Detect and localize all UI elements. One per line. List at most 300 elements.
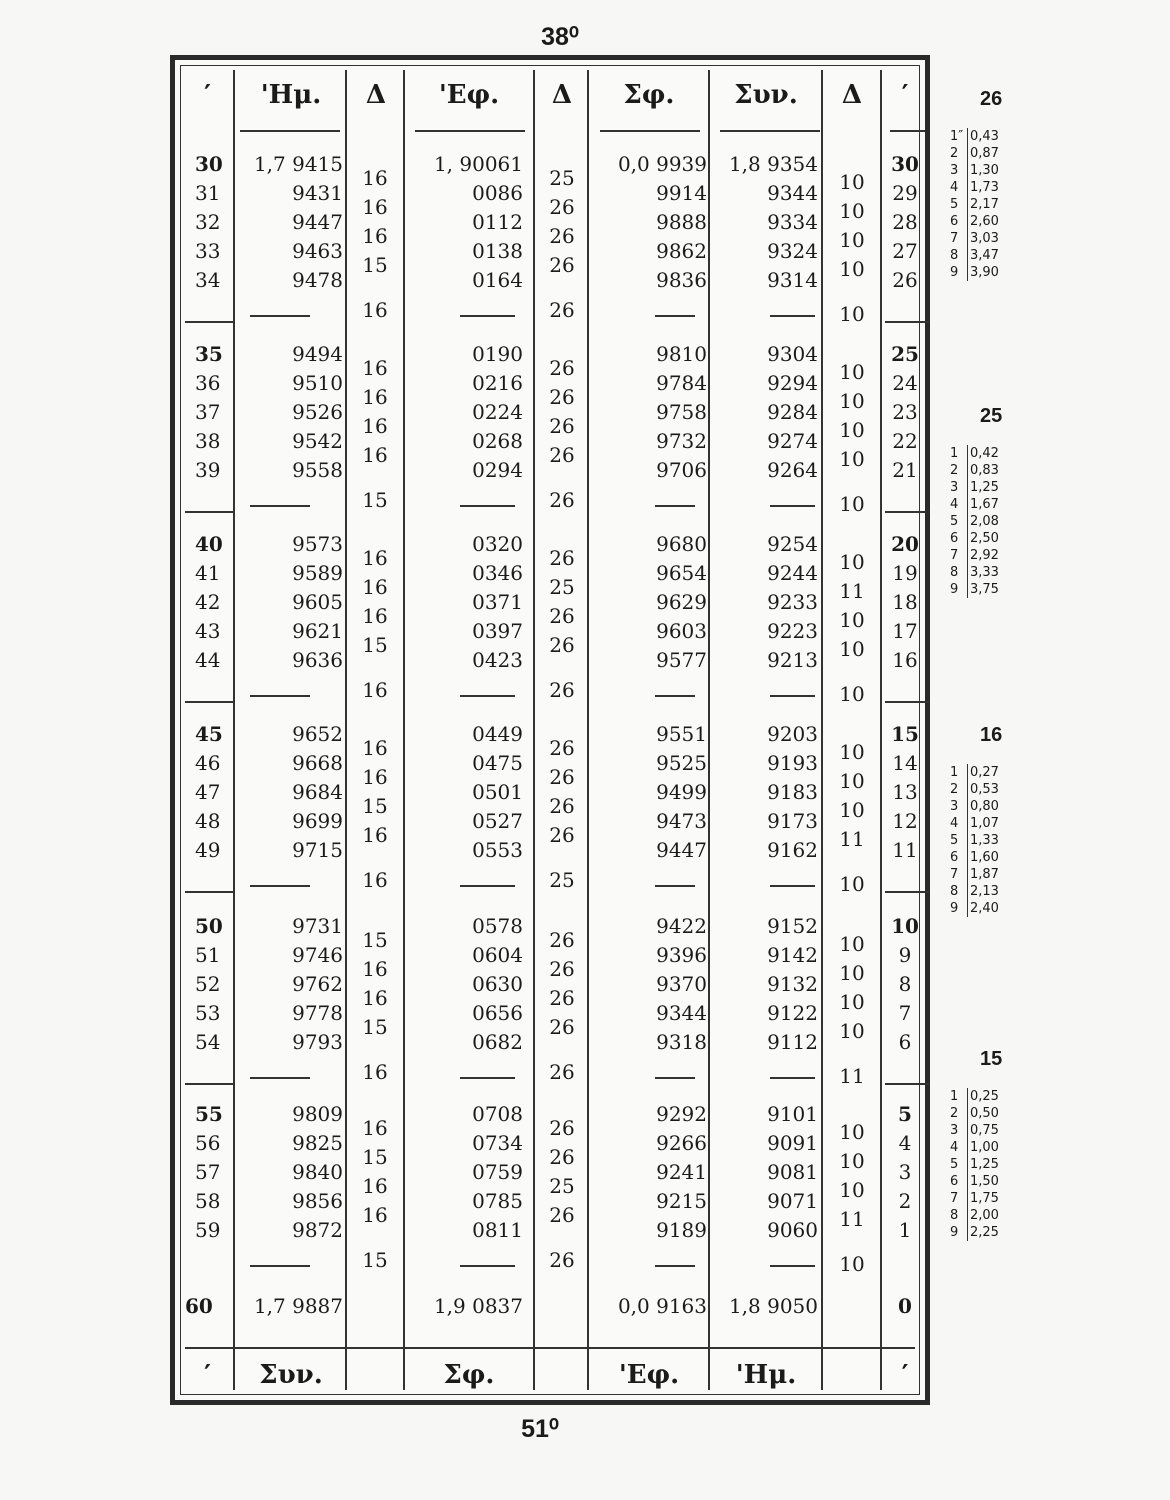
tan-value: 0630 <box>472 972 523 996</box>
tan-value: 0371 <box>472 590 523 614</box>
sin-diff: 15 <box>362 253 388 277</box>
header-underline <box>415 130 525 132</box>
proportional-parts-seconds: 7 <box>950 548 959 563</box>
minute-header: ′ <box>901 80 909 110</box>
proportional-parts-seconds: 6 <box>950 214 959 229</box>
proportional-parts-value: 0,53 <box>970 782 999 797</box>
minute-cell-right: 17 <box>892 619 918 643</box>
cos-value: 9284 <box>767 400 818 424</box>
cos-value: 9091 <box>767 1131 818 1155</box>
tan-diff: 26 <box>549 224 575 248</box>
cos-value: 9324 <box>767 239 818 263</box>
sin-value: 9542 <box>292 429 343 453</box>
sin-value: 9478 <box>292 268 343 292</box>
gap-dash <box>770 885 815 887</box>
group-separator <box>185 891 233 893</box>
gap-dash <box>250 885 310 887</box>
proportional-parts-row <box>950 213 1040 230</box>
cos-diff: 10 <box>839 961 865 985</box>
tan-diff: 26 <box>549 443 575 467</box>
proportional-parts-row <box>950 513 1040 530</box>
minute-cell: 51 <box>195 943 221 967</box>
proportional-parts-seconds: 1 <box>950 446 959 461</box>
proportional-parts-row <box>950 128 1040 145</box>
sin-value: 9715 <box>292 838 343 862</box>
gap-dash <box>655 885 695 887</box>
proportional-parts-seconds: 1 <box>950 1089 959 1104</box>
cot-value: 9706 <box>656 458 707 482</box>
proportional-parts-row <box>950 781 1040 798</box>
proportional-parts-row <box>950 1173 1040 1190</box>
proportional-parts-seconds: 1 <box>950 765 959 780</box>
tan-diff: 26 <box>549 823 575 847</box>
proportional-parts-value: 1,67 <box>970 497 999 512</box>
proportional-parts-value: 0,83 <box>970 463 999 478</box>
tan-value: 0527 <box>472 809 523 833</box>
cos-diff: 11 <box>839 1064 865 1088</box>
minute-cell: 38 <box>195 429 221 453</box>
tan-value: 0320 <box>472 532 523 556</box>
proportional-parts-row <box>950 564 1040 581</box>
tan-value: 0216 <box>472 371 523 395</box>
proportional-parts-row <box>950 883 1040 900</box>
tan-diff: 26 <box>549 928 575 952</box>
gap-dash <box>250 315 310 317</box>
proportional-parts-value: 3,03 <box>970 231 999 246</box>
tan-diff: 26 <box>549 604 575 628</box>
gap-dash <box>250 505 310 507</box>
header-underline <box>600 130 700 132</box>
proportional-parts-row <box>950 866 1040 883</box>
proportional-parts-seconds: 9 <box>950 265 959 280</box>
cos-value: 1,8 9050 <box>728 1294 818 1318</box>
cos-value: 9244 <box>767 561 818 585</box>
sin-value: 9463 <box>292 239 343 263</box>
cot-value: 9499 <box>656 780 707 804</box>
sin-value: 9431 <box>292 181 343 205</box>
proportional-parts-seconds: 4 <box>950 497 959 512</box>
proportional-parts-seconds: 6 <box>950 850 959 865</box>
minute-cell: 60 <box>185 1294 213 1318</box>
minute-cell-right: 25 <box>891 342 919 366</box>
minute-cell-right: 11 <box>892 838 918 862</box>
cos-value: 9112 <box>767 1030 818 1054</box>
proportional-parts-row <box>950 1224 1040 1241</box>
sin-value: 9589 <box>292 561 343 585</box>
diff-header: Δ <box>365 80 387 110</box>
proportional-parts-row <box>950 196 1040 213</box>
group-separator <box>885 511 929 513</box>
cos-diff: 10 <box>839 1019 865 1043</box>
proportional-parts-value: 0,42 <box>970 446 999 461</box>
minute-cell: 58 <box>195 1189 221 1213</box>
cot-value: 9447 <box>656 838 707 862</box>
cos-diff: 10 <box>839 608 865 632</box>
proportional-parts-value: 1,25 <box>970 1157 999 1172</box>
minute-cell: 36 <box>195 371 221 395</box>
tan-value: 0449 <box>472 722 523 746</box>
minute-header: ′ <box>204 80 211 110</box>
minute-cell: 43 <box>195 619 221 643</box>
minute-cell-right: 4 <box>898 1131 912 1155</box>
sin-value: 9573 <box>292 532 343 556</box>
proportional-parts-seconds: 2 <box>950 1106 959 1121</box>
cos-diff: 11 <box>839 827 865 851</box>
tan-value: 0604 <box>472 943 523 967</box>
sin-value: 9762 <box>292 972 343 996</box>
footer-rule <box>185 1347 915 1349</box>
group-separator <box>885 1083 929 1085</box>
sin-diff: 16 <box>362 546 388 570</box>
sin-value: 9605 <box>292 590 343 614</box>
proportional-parts-row <box>950 247 1040 264</box>
minute-cell-right: 29 <box>892 181 918 205</box>
cos-diff: 10 <box>839 1252 865 1276</box>
cot-value: 0,0 9163 <box>617 1294 707 1318</box>
sin-diff: 15 <box>362 1145 388 1169</box>
sin-diff: 16 <box>362 957 388 981</box>
group-separator <box>185 321 233 323</box>
cos-value: 9294 <box>767 371 818 395</box>
proportional-parts-value: 0,75 <box>970 1123 999 1138</box>
minute-cell-right: 21 <box>892 458 918 482</box>
proportional-parts-seconds: 7 <box>950 231 959 246</box>
proportional-parts-row <box>950 230 1040 247</box>
cot-value: 9888 <box>656 210 707 234</box>
cot-value: 9525 <box>656 751 707 775</box>
cot-value: 9292 <box>656 1102 707 1126</box>
proportional-parts-value: 3,90 <box>970 265 999 280</box>
sin-value: 9526 <box>292 400 343 424</box>
minute-footer: ′ <box>204 1360 211 1390</box>
proportional-parts-row <box>950 496 1040 513</box>
cos-footer: Συν. <box>259 1360 323 1390</box>
cos-diff: 10 <box>839 418 865 442</box>
gap-dash <box>250 1077 310 1079</box>
proportional-parts-row <box>950 179 1040 196</box>
proportional-parts-seconds: 7 <box>950 1191 959 1206</box>
proportional-parts-seconds: 3 <box>950 1123 959 1138</box>
sin-diff: 15 <box>362 633 388 657</box>
cos-header: Συν. <box>734 80 798 110</box>
minute-cell: 39 <box>195 458 221 482</box>
cos-diff: 10 <box>839 682 865 706</box>
proportional-parts-value: 1,75 <box>970 1191 999 1206</box>
sin-diff: 16 <box>362 986 388 1010</box>
gap-dash <box>770 315 815 317</box>
proportional-parts-value: 0,25 <box>970 1089 999 1104</box>
tan-diff: 26 <box>549 1015 575 1039</box>
bottom-angle-heading: 51⁰ <box>521 1415 559 1443</box>
cos-diff: 10 <box>839 389 865 413</box>
minute-cell-right: 23 <box>892 400 918 424</box>
sin-value: 9793 <box>292 1030 343 1054</box>
proportional-parts-seconds: 9 <box>950 1225 959 1240</box>
minute-cell: 44 <box>195 648 221 672</box>
header-underline <box>240 130 340 132</box>
proportional-parts-value: 2,60 <box>970 214 999 229</box>
cot-value: 9215 <box>656 1189 707 1213</box>
tan-header: 'Εφ. <box>438 80 500 110</box>
cot-footer: Σφ. <box>443 1360 495 1390</box>
tan-value: 0190 <box>472 342 523 366</box>
tan-diff: 26 <box>549 253 575 277</box>
tan-diff: 26 <box>549 957 575 981</box>
cos-value: 9193 <box>767 751 818 775</box>
sin-diff: 16 <box>362 414 388 438</box>
cos-diff: 10 <box>839 170 865 194</box>
proportional-parts-value: 3,75 <box>970 582 999 597</box>
sin-diff: 16 <box>362 385 388 409</box>
minute-cell-right: 0 <box>898 1294 912 1318</box>
minute-cell-right: 28 <box>892 210 918 234</box>
tan-value: 0268 <box>472 429 523 453</box>
tan-value: 0759 <box>472 1160 523 1184</box>
proportional-parts-seconds: 5 <box>950 1157 959 1172</box>
cos-value: 9162 <box>767 838 818 862</box>
tan-value: 0708 <box>472 1102 523 1126</box>
proportional-parts-row <box>950 145 1040 162</box>
sin-value: 9668 <box>292 751 343 775</box>
cot-value: 9654 <box>656 561 707 585</box>
sin-diff: 16 <box>362 1174 388 1198</box>
minute-cell: 42 <box>195 590 221 614</box>
proportional-parts-value: 2,00 <box>970 1208 999 1223</box>
minute-cell-right: 24 <box>892 371 918 395</box>
proportional-parts-value: 1,60 <box>970 850 999 865</box>
minute-cell-right: 14 <box>892 751 918 775</box>
minute-cell-right: 18 <box>892 590 918 614</box>
tan-diff: 26 <box>549 385 575 409</box>
cot-value: 9629 <box>656 590 707 614</box>
proportional-parts-value: 1,33 <box>970 833 999 848</box>
minute-cell-right: 12 <box>892 809 918 833</box>
sin-diff: 16 <box>362 166 388 190</box>
proportional-parts-row <box>950 1088 1040 1105</box>
cot-value: 9370 <box>656 972 707 996</box>
proportional-parts-value: 2,25 <box>970 1225 999 1240</box>
sin-diff: 15 <box>362 794 388 818</box>
cos-diff: 10 <box>839 492 865 516</box>
cos-diff: 10 <box>839 769 865 793</box>
group-separator <box>885 891 929 893</box>
cos-value: 9132 <box>767 972 818 996</box>
cos-value: 9223 <box>767 619 818 643</box>
cot-value: 9241 <box>656 1160 707 1184</box>
tan-diff: 26 <box>549 794 575 818</box>
proportional-parts-row <box>950 798 1040 815</box>
minute-cell: 47 <box>195 780 221 804</box>
proportional-parts-value: 0,27 <box>970 765 999 780</box>
proportional-parts-value: 2,13 <box>970 884 999 899</box>
minute-cell: 50 <box>195 914 223 938</box>
proportional-parts-value: 1,07 <box>970 816 999 831</box>
gap-dash <box>460 315 515 317</box>
cot-value: 0,0 9939 <box>617 152 707 176</box>
minute-cell: 34 <box>195 268 221 292</box>
proportional-parts-value: 2,17 <box>970 197 999 212</box>
proportional-parts-row <box>950 1190 1040 1207</box>
proportional-parts-title: 25 <box>980 405 1003 427</box>
cos-diff: 10 <box>839 199 865 223</box>
cot-value: 9680 <box>656 532 707 556</box>
group-separator <box>185 1083 233 1085</box>
minute-cell-right: 30 <box>891 152 919 176</box>
tan-footer: 'Εφ. <box>618 1360 680 1390</box>
proportional-parts-seconds: 3 <box>950 799 959 814</box>
sin-diff: 15 <box>362 1248 388 1272</box>
minute-cell: 55 <box>195 1102 223 1126</box>
minute-cell: 59 <box>195 1218 221 1242</box>
cot-value: 9577 <box>656 648 707 672</box>
tan-diff: 26 <box>549 1116 575 1140</box>
minute-cell: 41 <box>195 561 221 585</box>
proportional-parts-seconds: 8 <box>950 1208 959 1223</box>
tan-diff: 26 <box>549 298 575 322</box>
proportional-parts-seconds: 8 <box>950 884 959 899</box>
tan-value: 0734 <box>472 1131 523 1155</box>
tan-diff: 25 <box>549 868 575 892</box>
tan-diff: 26 <box>549 1145 575 1169</box>
proportional-parts-value: 0,80 <box>970 799 999 814</box>
minute-cell-right: 19 <box>892 561 918 585</box>
tan-value: 0224 <box>472 400 523 424</box>
tan-value: 0656 <box>472 1001 523 1025</box>
log-trig-table <box>170 55 930 1405</box>
minute-cell: 31 <box>195 181 221 205</box>
sin-value: 1,7 9415 <box>253 152 343 176</box>
sin-value: 9447 <box>292 210 343 234</box>
gap-dash <box>655 1265 695 1267</box>
cos-diff: 10 <box>839 740 865 764</box>
proportional-parts-row <box>950 900 1040 917</box>
minute-cell: 53 <box>195 1001 221 1025</box>
cos-diff: 10 <box>839 550 865 574</box>
tan-value: 0475 <box>472 751 523 775</box>
sin-diff: 15 <box>362 928 388 952</box>
cot-value: 9422 <box>656 914 707 938</box>
proportional-parts-row <box>950 581 1040 598</box>
proportional-parts-value: 1,50 <box>970 1174 999 1189</box>
group-separator <box>885 701 929 703</box>
tan-diff: 26 <box>549 633 575 657</box>
tan-diff: 26 <box>549 986 575 1010</box>
gap-dash <box>460 505 515 507</box>
tan-diff: 25 <box>549 166 575 190</box>
sin-value: 9872 <box>292 1218 343 1242</box>
top-angle-heading: 38⁰ <box>541 23 579 51</box>
cot-value: 9396 <box>656 943 707 967</box>
proportional-parts-seconds: 9 <box>950 582 959 597</box>
proportional-parts-title: 26 <box>980 88 1003 110</box>
proportional-parts-seconds: 1″ <box>950 129 964 144</box>
diff-header: Δ <box>841 80 863 110</box>
proportional-parts-seconds: 5 <box>950 833 959 848</box>
sin-value: 9621 <box>292 619 343 643</box>
proportional-parts-row <box>950 264 1040 281</box>
proportional-parts-seconds: 2 <box>950 146 959 161</box>
proportional-parts-value: 1,30 <box>970 163 999 178</box>
proportional-parts-row <box>950 849 1040 866</box>
gap-dash <box>655 315 695 317</box>
sin-header: 'Ημ. <box>260 80 322 110</box>
tan-value: 0501 <box>472 780 523 804</box>
minute-cell: 52 <box>195 972 221 996</box>
tan-value: 0578 <box>472 914 523 938</box>
sin-diff: 16 <box>362 678 388 702</box>
tan-value: 0423 <box>472 648 523 672</box>
cos-value: 9254 <box>767 532 818 556</box>
cot-value: 9784 <box>656 371 707 395</box>
minute-cell-right: 26 <box>892 268 918 292</box>
cos-diff: 10 <box>839 228 865 252</box>
cos-value: 9314 <box>767 268 818 292</box>
minute-cell-right: 10 <box>891 914 919 938</box>
minute-cell: 30 <box>195 152 223 176</box>
sin-diff: 16 <box>362 224 388 248</box>
minute-cell-right: 8 <box>898 972 912 996</box>
sin-diff: 16 <box>362 823 388 847</box>
cot-value: 9810 <box>656 342 707 366</box>
proportional-parts-row <box>950 1122 1040 1139</box>
group-separator <box>185 701 233 703</box>
cos-value: 1,8 9354 <box>728 152 818 176</box>
minute-cell-right: 1 <box>898 1218 912 1242</box>
minute-cell-right: 16 <box>892 648 918 672</box>
sin-value: 9778 <box>292 1001 343 1025</box>
minute-cell-right: 6 <box>898 1030 912 1054</box>
tan-value: 0553 <box>472 838 523 862</box>
tan-diff: 26 <box>549 1060 575 1084</box>
gap-dash <box>770 1265 815 1267</box>
minute-cell-right: 3 <box>898 1160 912 1184</box>
gap-dash <box>460 695 515 697</box>
minute-cell: 32 <box>195 210 221 234</box>
tan-diff: 26 <box>549 414 575 438</box>
cos-diff: 10 <box>839 1149 865 1173</box>
tan-value: 1, 90061 <box>433 152 523 176</box>
sin-diff: 16 <box>362 356 388 380</box>
proportional-parts-row <box>950 479 1040 496</box>
sin-footer: 'Ημ. <box>735 1360 797 1390</box>
cos-diff: 10 <box>839 990 865 1014</box>
minute-cell: 49 <box>195 838 221 862</box>
gap-dash <box>770 505 815 507</box>
cot-value: 9551 <box>656 722 707 746</box>
minute-cell-right: 22 <box>892 429 918 453</box>
gap-dash <box>460 1265 515 1267</box>
cos-value: 9334 <box>767 210 818 234</box>
proportional-parts-row <box>950 1139 1040 1156</box>
proportional-parts-row <box>950 815 1040 832</box>
minute-cell-right: 13 <box>892 780 918 804</box>
minute-cell-right: 7 <box>898 1001 912 1025</box>
cos-value: 9264 <box>767 458 818 482</box>
sin-diff: 16 <box>362 195 388 219</box>
cos-value: 9183 <box>767 780 818 804</box>
proportional-parts-seconds: 4 <box>950 1140 959 1155</box>
proportional-parts-row <box>950 1207 1040 1224</box>
proportional-parts-seconds: 7 <box>950 867 959 882</box>
sin-diff: 15 <box>362 488 388 512</box>
proportional-parts-seconds: 3 <box>950 163 959 178</box>
cos-diff: 11 <box>839 579 865 603</box>
cos-diff: 10 <box>839 302 865 326</box>
gap-dash <box>250 695 310 697</box>
minute-cell-right: 20 <box>891 532 919 556</box>
minute-cell: 46 <box>195 751 221 775</box>
proportional-parts-value: 2,40 <box>970 901 999 916</box>
